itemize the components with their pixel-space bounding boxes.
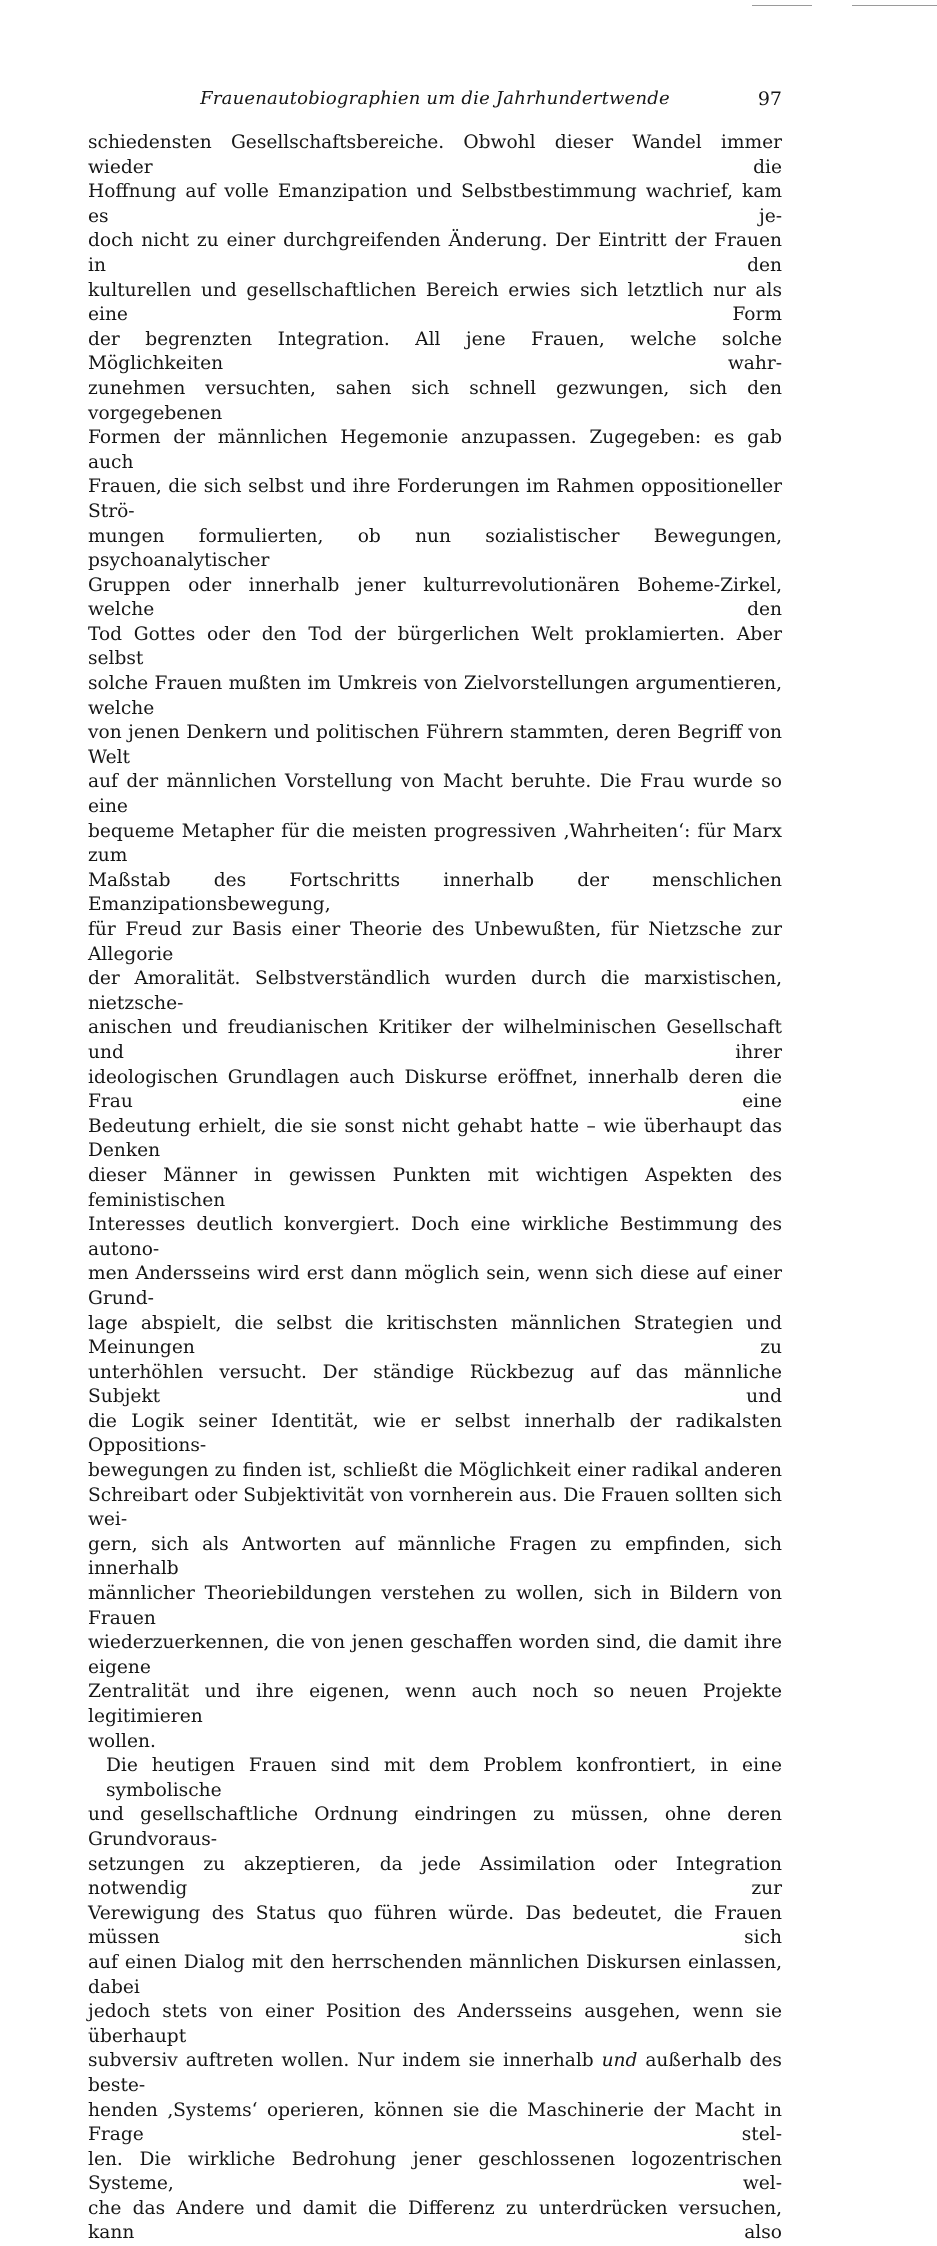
text-line: der Amoralität. Selbstverständlich wurden durch die marxistischen, nietzsche- <box>88 968 782 1014</box>
running-head <box>88 86 782 112</box>
text-line: kulturellen und gesellschaftlichen Bereich erwies sich letztlich nur als eine Form <box>88 279 782 326</box>
text-line: Bedeutung erhielt, die sie sonst nicht gehabt hatte – wie überhaupt das Denken <box>88 1115 782 1162</box>
text-line: jedoch stets von einer Position des Andersseins ausgehen, wenn sie überhaupt <box>88 2001 782 2047</box>
text-line <box>88 2049 782 2098</box>
text-line: auf der männlichen Vorstellung von Macht beruhte. Die Frau wurde so eine <box>88 771 782 818</box>
text-line: anischen und freudianischen Kritiker der wilhelminischen Gesellschaft und ihrer <box>88 1017 782 1063</box>
running-head-title: Frauenautobiographien um die Jahrhundertwende <box>200 88 670 109</box>
scan-edge-rule <box>752 0 937 12</box>
text-line: Zentralität und ihre eigenen, wenn auch noch so neuen Projekte legitimieren <box>88 1681 782 1727</box>
text-line: die Logik seiner Identität, wie er selbst innerhalb der radikalsten Oppositions- <box>88 1410 782 1457</box>
text-line: solche Frauen mußten im Umkreis von Zielvorstellungen argumentieren, welche <box>88 673 782 719</box>
text-line: doch nicht zu einer durchgreifenden Änderung. Der Eintritt der Frauen in den <box>88 230 782 276</box>
text-line: und gesellschaftliche Ordnung eindringen zu müssen, ohne deren Grundvoraus- <box>88 1804 782 1850</box>
body-text <box>88 131 782 2246</box>
page-number: 97 <box>757 88 782 110</box>
emphasized-word: und <box>601 2050 638 2072</box>
text-line: dieser Männer in gewissen Punkten mit wichtigen Aspekten des feministischen <box>88 1164 782 1211</box>
text-line: mungen formulierten, ob nun sozialistischer Bewegungen, psychoanalytischer <box>88 525 782 572</box>
text-line: che das Andere und damit die Differenz zu unterdrücken versuchen, kann also <box>88 2197 782 2244</box>
text-line: wollen. <box>88 1730 156 1752</box>
text-line: schiedensten Gesellschaftsbereiche. Obwohl dieser Wandel immer wieder die <box>88 132 782 178</box>
text-line: len. Die wirkliche Bedrohung jener geschlossenen logozentrischen Systeme, wel- <box>88 2148 782 2195</box>
text-line: Formen der männlichen Hegemonie anzupassen. Zugegeben: es gab auch <box>88 427 782 473</box>
text-line: unterhöhlen versucht. Der ständige Rückbezug auf das männliche Subjekt und <box>88 1361 782 1408</box>
text-line: männlicher Theoriebildungen verstehen zu wollen, sich in Bildern von Frauen <box>88 1583 782 1629</box>
text-line: Interesses deutlich konvergiert. Doch eine wirkliche Bestimmung des autono- <box>88 1214 782 1260</box>
text-line: Die heutigen Frauen sind mit dem Problem konfrontiert, in eine symbolische <box>106 1755 782 1801</box>
text-line: Tod Gottes oder den Tod der bürgerlichen Welt proklamierten. Aber selbst <box>88 623 782 670</box>
text-line: henden ‚Systems‘ operieren, können sie die Maschinerie der Macht in Frage stel- <box>88 2099 782 2146</box>
paragraph-2 <box>88 1754 782 2246</box>
text-line: ideologischen Grundlagen auch Diskurse eröffnet, innerhalb deren die Frau eine <box>88 1066 782 1113</box>
text-line: für Freud zur Basis einer Theorie des Unbewußten, für Nietzsche zur Allegorie <box>88 919 782 965</box>
text-line: Frauen, die sich selbst und ihre Forderungen im Rahmen oppositioneller Strö- <box>88 476 782 522</box>
text-line: Verewigung des Status quo führen würde. Das bedeutet, die Frauen müssen sich <box>88 1902 782 1949</box>
text-line: bequeme Metapher für die meisten progressiven ‚Wahrheiten‘: für Marx zum <box>88 820 782 867</box>
text-line: Hoffnung auf volle Emanzipation und Selbstbestimmung wachrief, kam es je- <box>88 181 782 227</box>
paragraph-1 <box>88 131 782 1754</box>
text-line: von jenen Denkern und politischen Führern stammten, deren Begriff von Welt <box>88 722 782 768</box>
text-line: Gruppen oder innerhalb jener kulturrevolutionären Boheme-Zirkel, welche den <box>88 574 782 621</box>
text-line: setzungen zu akzeptieren, da jede Assimilation oder Integration notwendig zur <box>88 1853 782 1900</box>
text-line: Schreibart oder Subjektivität von vornherein aus. Die Frauen sollten sich wei- <box>88 1484 782 1531</box>
text-line: lage abspielt, die selbst die kritischsten männlichen Strategien und Meinungen zu <box>88 1312 782 1359</box>
text-fragment: außerhalb des beste- <box>88 2050 782 2096</box>
text-line: zunehmen versuchten, sahen sich schnell gezwungen, sich den vorgegebenen <box>88 377 782 424</box>
text-line: Maßstab des Fortschritts innerhalb der menschlichen Emanzipationsbewegung, <box>88 869 782 916</box>
text-line: men Andersseins wird erst dann möglich sein, wenn sich diese auf einer Grund- <box>88 1263 782 1309</box>
text-line: der begrenzten Integration. All jene Frauen, welche solche Möglichkeiten wahr- <box>88 328 782 375</box>
text-line: bewegungen zu finden ist, schließt die Möglichkeit einer radikal anderen <box>88 1460 782 1482</box>
text-line: gern, sich als Antworten auf männliche Fragen zu empfinden, sich innerhalb <box>88 1533 782 1580</box>
text-line: wiederzuerkennen, die von jenen geschaffen worden sind, die damit ihre eigene <box>88 1632 782 1678</box>
text-fragment: subversiv auftreten wollen. Nur indem sie innerhalb <box>88 2050 602 2072</box>
text-line: auf einen Dialog mit den herrschenden männlichen Diskursen einlassen, dabei <box>88 1951 782 1998</box>
